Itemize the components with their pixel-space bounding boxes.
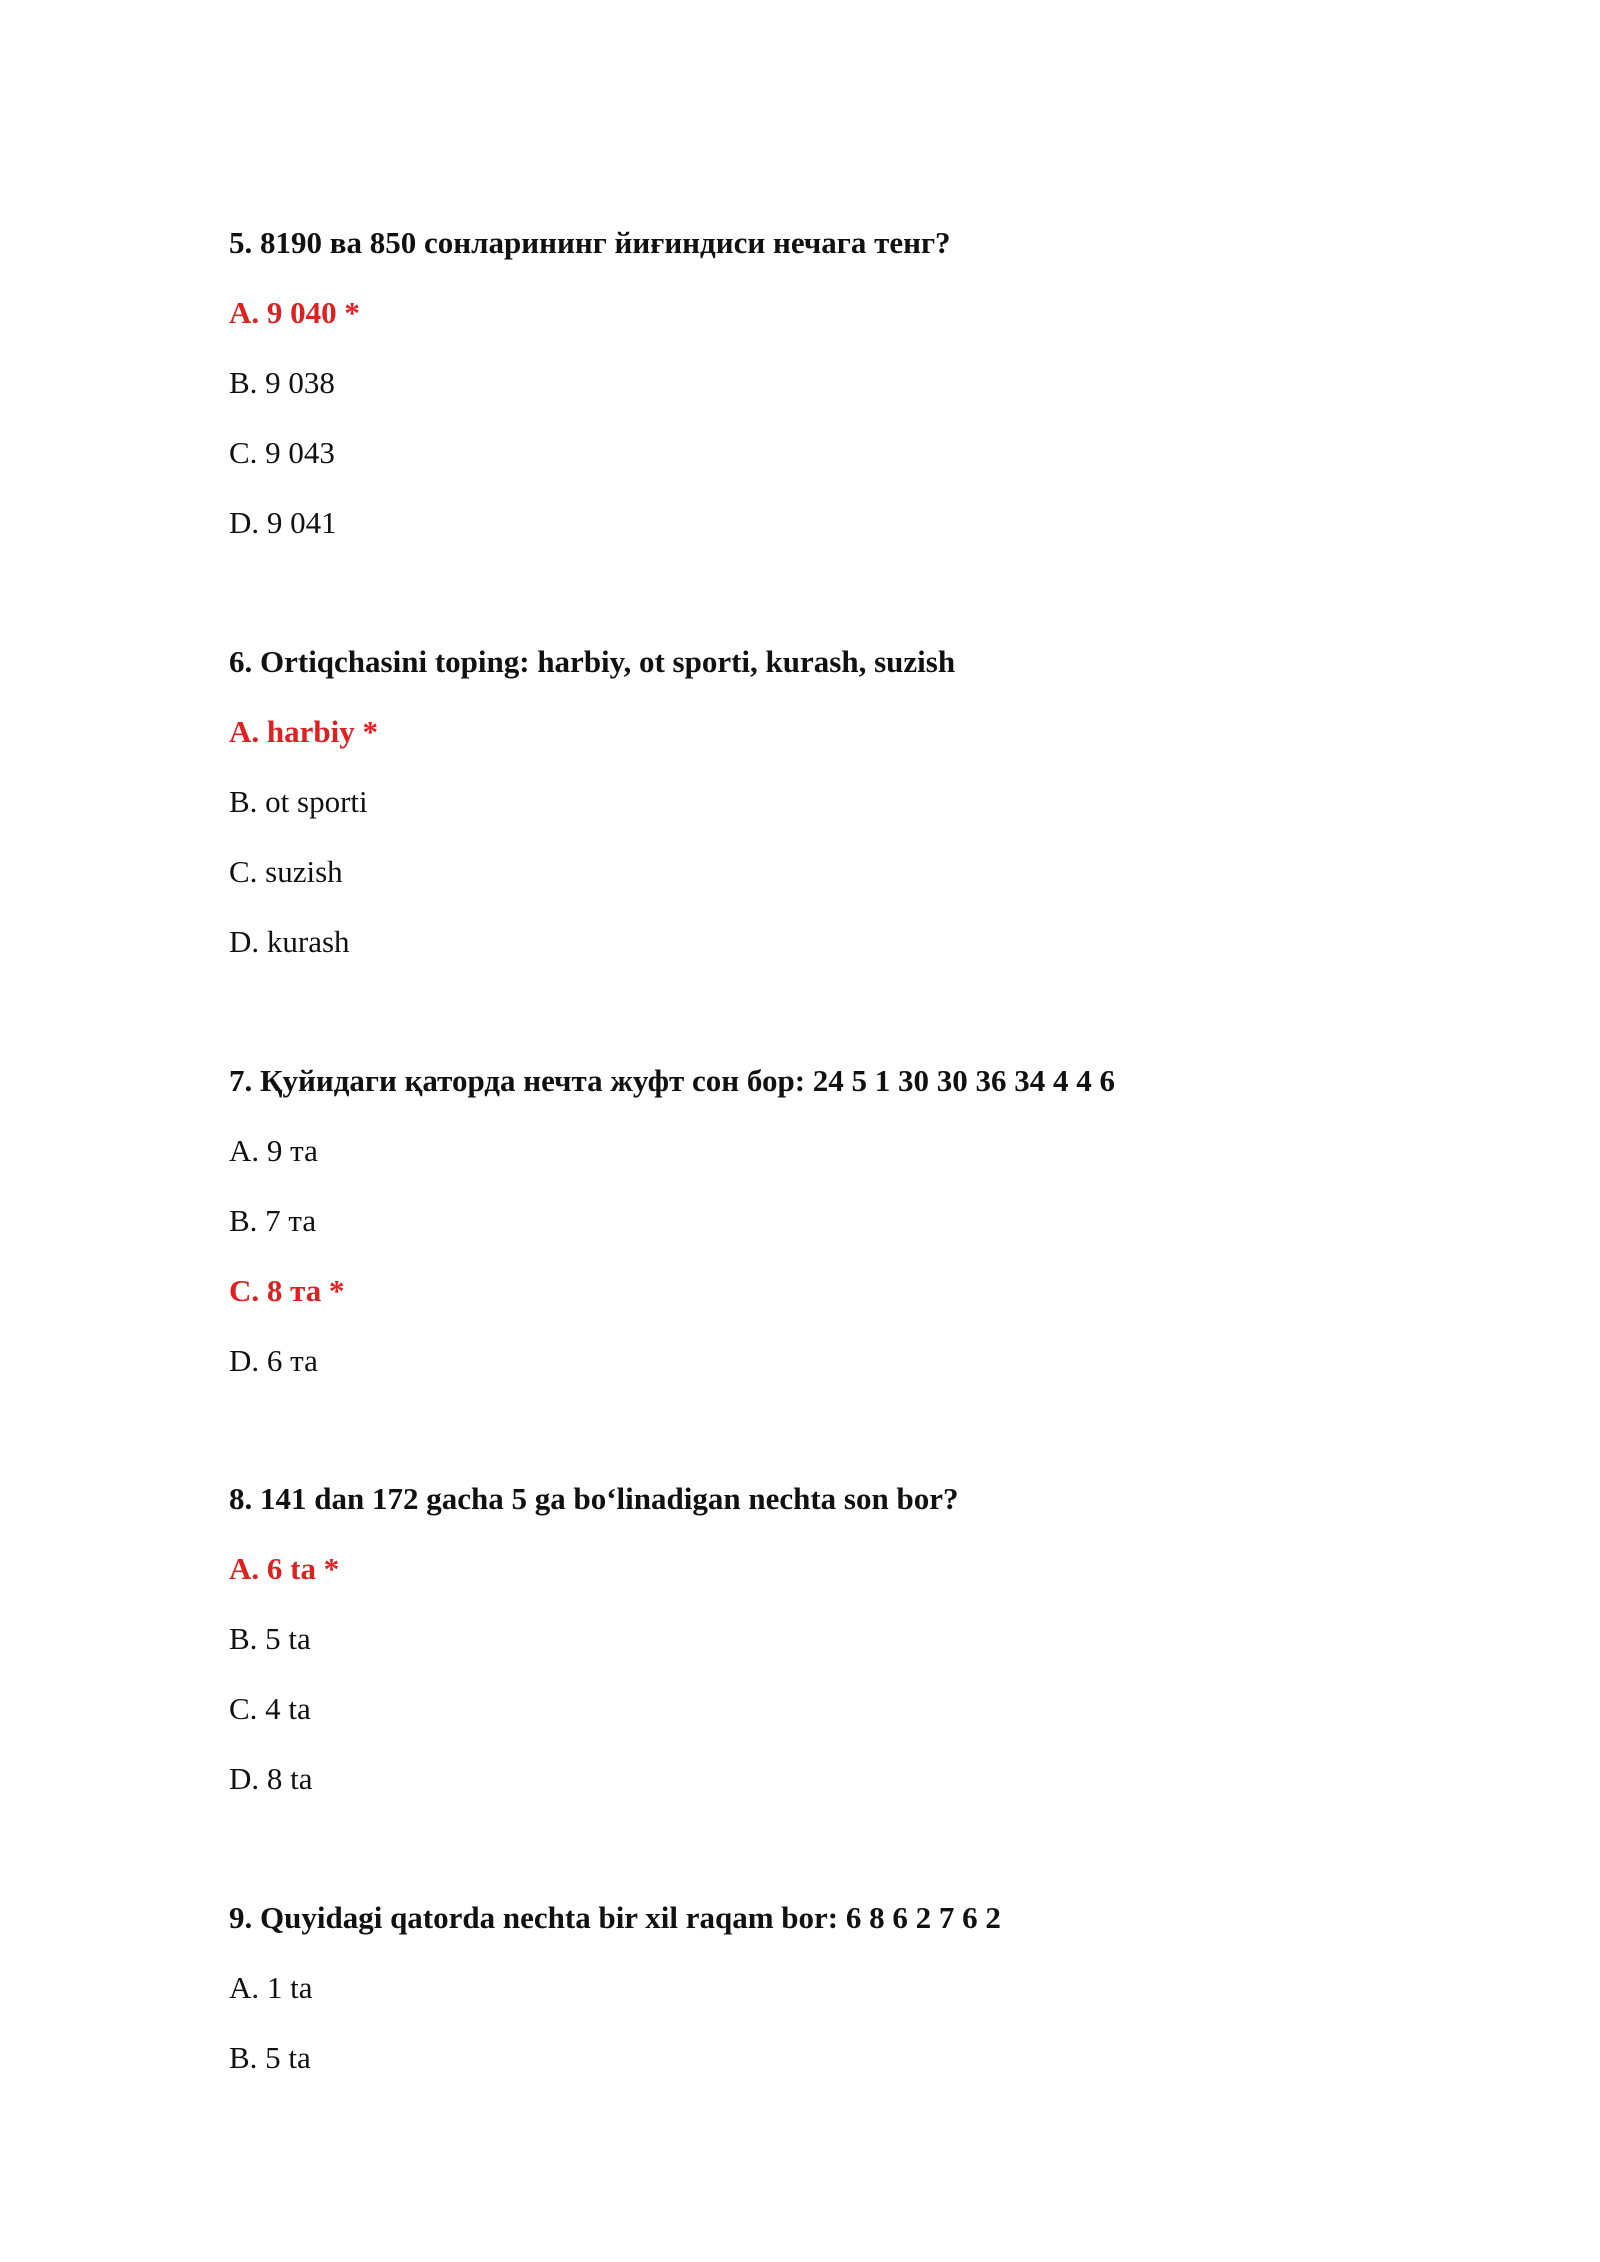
option-c: C. 8 та *: [229, 1273, 345, 1308]
option-c: C. 9 043: [229, 435, 335, 470]
option-a: A. 9 040 *: [229, 295, 360, 330]
question-title: 7. Қуйидаги қаторда нечта жуфт сон бор: 24 5 1 30 30 36 34 4 4 6: [229, 1063, 1116, 1098]
question-6: [229, 642, 1479, 962]
option-a: A. 1 ta: [229, 1970, 313, 2005]
option-c: C. suzish: [229, 854, 343, 889]
option-b: B. ot sporti: [229, 784, 368, 819]
option-a: A. harbiy *: [229, 714, 378, 749]
option-a: A. 6 ta *: [229, 1551, 340, 1586]
option-b: B. 7 та: [229, 1203, 317, 1238]
option-d: D. kurash: [229, 924, 350, 959]
option-c: C. 4 ta: [229, 1691, 311, 1726]
option-d: D. 6 та: [229, 1343, 318, 1378]
option-d: D. 8 ta: [229, 1761, 313, 1796]
question-title: 6. Ortiqchasini toping: harbiy, ot sporti, kurash, suzish: [229, 644, 956, 679]
option-b: B. 9 038: [229, 365, 335, 400]
question-5: [229, 223, 1479, 543]
option-d: D. 9 041: [229, 505, 337, 540]
question-title: 9. Quyidagi qatorda nechta bir xil raqam bor: 6 8 6 2 7 6 2: [229, 1900, 1001, 1935]
question-9: [229, 1898, 1479, 2078]
question-title: 5. 8190 ва 850 сонларининг йиғиндиси нечага тенг?: [229, 225, 951, 260]
option-b: B. 5 ta: [229, 1621, 311, 1656]
option-b: B. 5 ta: [229, 2040, 311, 2075]
question-title: 8. 141 dan 172 gacha 5 ga bo‘linadigan nechta son bor?: [229, 1481, 959, 1516]
question-8: [229, 1479, 1479, 1799]
question-7: [229, 1061, 1479, 1381]
option-a: A. 9 та: [229, 1133, 318, 1168]
